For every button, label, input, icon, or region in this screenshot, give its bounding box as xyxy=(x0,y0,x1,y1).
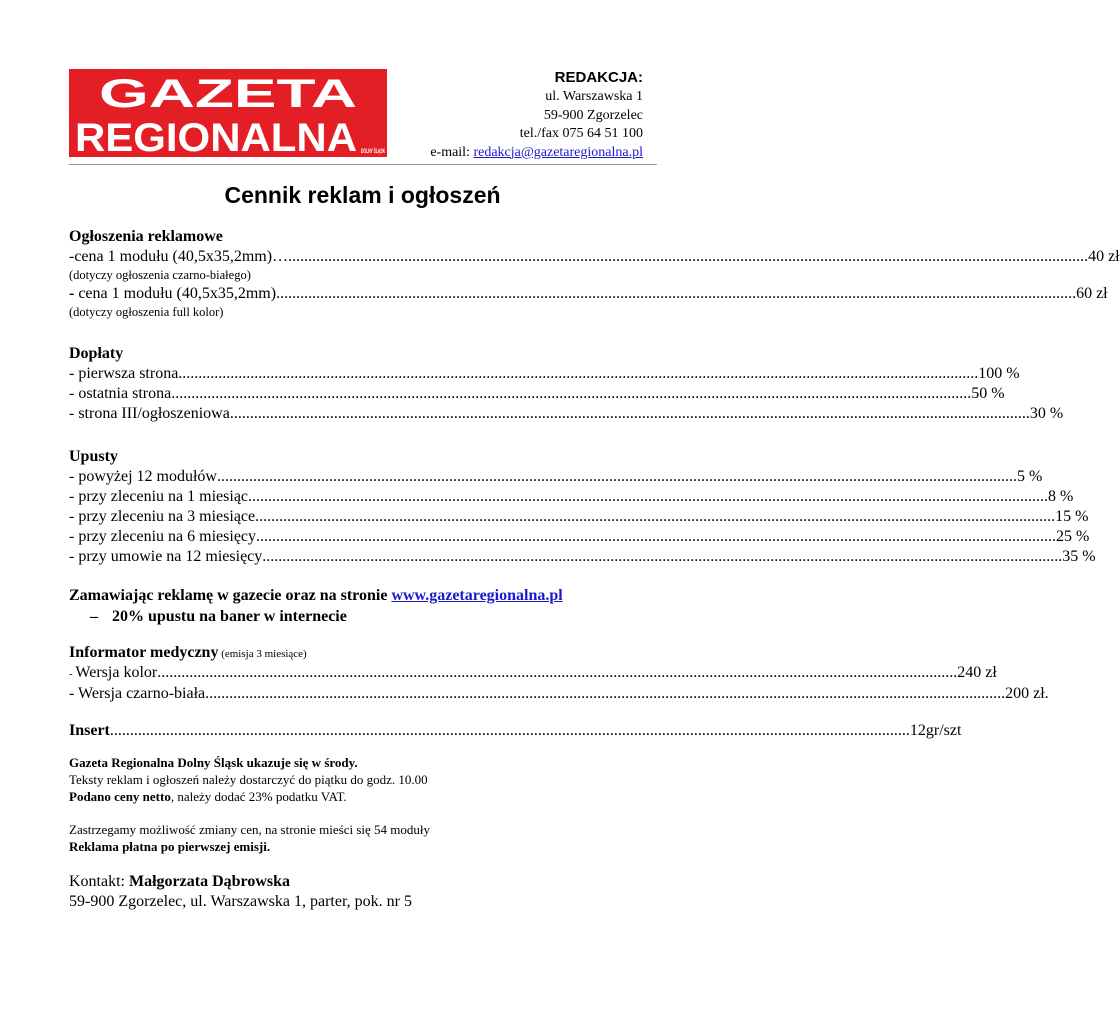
surcharge-row: - pierwsza strona ..... 100 % xyxy=(69,364,578,384)
email-label: e-mail: xyxy=(430,144,474,160)
informator-row: - Wersja czarno-biała ..... 200 zł. xyxy=(69,684,583,704)
gazeta-regionalna-logo xyxy=(69,69,404,160)
discount-row: - przy zleceniu na 1 miesiąc ..... 8 % xyxy=(69,487,578,507)
email-link[interactable]: redakcja@gazetaregionalna.pl xyxy=(473,144,643,160)
contact-address: 59-900 Zgorzelec, ul. Warszawska 1, parter, pok. nr 5 xyxy=(69,893,412,910)
surcharge-row: - ostatnia strona ..... 50 % xyxy=(69,384,578,404)
price-list xyxy=(69,226,1120,912)
informator-note: (emisja 3 miesiące) xyxy=(218,648,307,660)
price-dash: - xyxy=(69,285,79,302)
price-row xyxy=(69,284,1108,304)
insert-row xyxy=(69,721,962,741)
surcharge-row: - strona III/ogłoszeniowa ..... 30 % xyxy=(69,404,578,424)
page-title: Cennik reklam i ogłoszeń xyxy=(224,182,501,208)
price-row xyxy=(69,247,1120,267)
info-line-5: Reklama płatna po pierwszej emisji. xyxy=(69,839,271,854)
logo-line2: REGIONALNA xyxy=(75,116,357,160)
price-note: (dotyczy ogłoszenia full kolor) xyxy=(69,305,224,319)
promo-discount: – 20% upustu na baner w internecie xyxy=(90,608,347,625)
price-note: (dotyczy ogłoszenia czarno-białego) xyxy=(69,268,251,282)
redakcja-email-line xyxy=(430,144,643,163)
price-value: 60 zł xyxy=(1076,285,1108,302)
discount-row: - powyżej 12 modułów ..... 5 % xyxy=(69,467,578,487)
discount-row: - przy zleceniu na 3 miesiące ..... 15 % xyxy=(69,507,578,527)
informator-heading: Informator medyczny xyxy=(69,644,219,661)
promo-bullet: – xyxy=(90,608,98,625)
price-value: 40 zł xyxy=(1088,248,1120,265)
promo-line: Zamawiając reklamę w gazecie oraz na stronie www.gazetaregionalna.pl xyxy=(69,587,563,604)
info-line-2: Teksty reklam i ogłoszeń należy dostarczyć do piątku do godz. 10.00 xyxy=(69,772,428,787)
price-label: cena 1 modułu (40,5x35,2mm) xyxy=(78,285,277,302)
redakcja-street: ul. Warszawska 1 xyxy=(545,89,643,104)
contact-line xyxy=(69,872,629,892)
info-line-1: Gazeta Regionalna Dolny Śląsk ukazuje się w środy. xyxy=(69,755,358,770)
price-label: -cena 1 modułu (40,5x35,2mm)… xyxy=(69,248,289,265)
contact-name: Małgorzata Dąbrowska xyxy=(129,873,291,890)
logo-graphic xyxy=(69,69,404,160)
discount-row: - przy zleceniu na 6 miesięcy ..... 25 % xyxy=(69,527,578,547)
discount-row: - przy umowie na 12 miesięcy ..... 35 % xyxy=(69,547,578,567)
informator-row: - Wersja kolor ..... 240 zł xyxy=(69,663,578,684)
editorial-contact xyxy=(430,69,643,162)
insert-value: 12gr/szt xyxy=(909,722,962,739)
redakcja-title: REDAKCJA: xyxy=(554,69,643,86)
header-divider xyxy=(69,164,657,165)
informator-heading-line xyxy=(69,642,629,663)
contact-label: Kontakt: xyxy=(69,873,129,890)
redakcja-city: 59-900 Zgorzelec xyxy=(543,107,643,123)
insert-label: Insert xyxy=(69,722,110,739)
ogloszenia-heading: Ogłoszenia reklamowe xyxy=(69,228,223,245)
upusty-heading: Upusty xyxy=(69,448,118,465)
doplaty-heading: Dopłaty xyxy=(69,345,124,362)
info-line-4: Zastrzegamy możliwość zmiany cen, na stronie mieści się 54 moduły xyxy=(69,822,431,837)
logo-line1: GAZETA xyxy=(99,72,357,116)
logo-tag: DOLNY ŚLĄSK xyxy=(361,149,404,155)
info-line-3: Podano ceny netto, należy dodać 23% podatku VAT. xyxy=(69,789,347,804)
website-link[interactable]: www.gazetaregionalna.pl xyxy=(391,587,563,604)
redakcja-phone: tel./fax 075 64 51 100 xyxy=(519,126,643,141)
